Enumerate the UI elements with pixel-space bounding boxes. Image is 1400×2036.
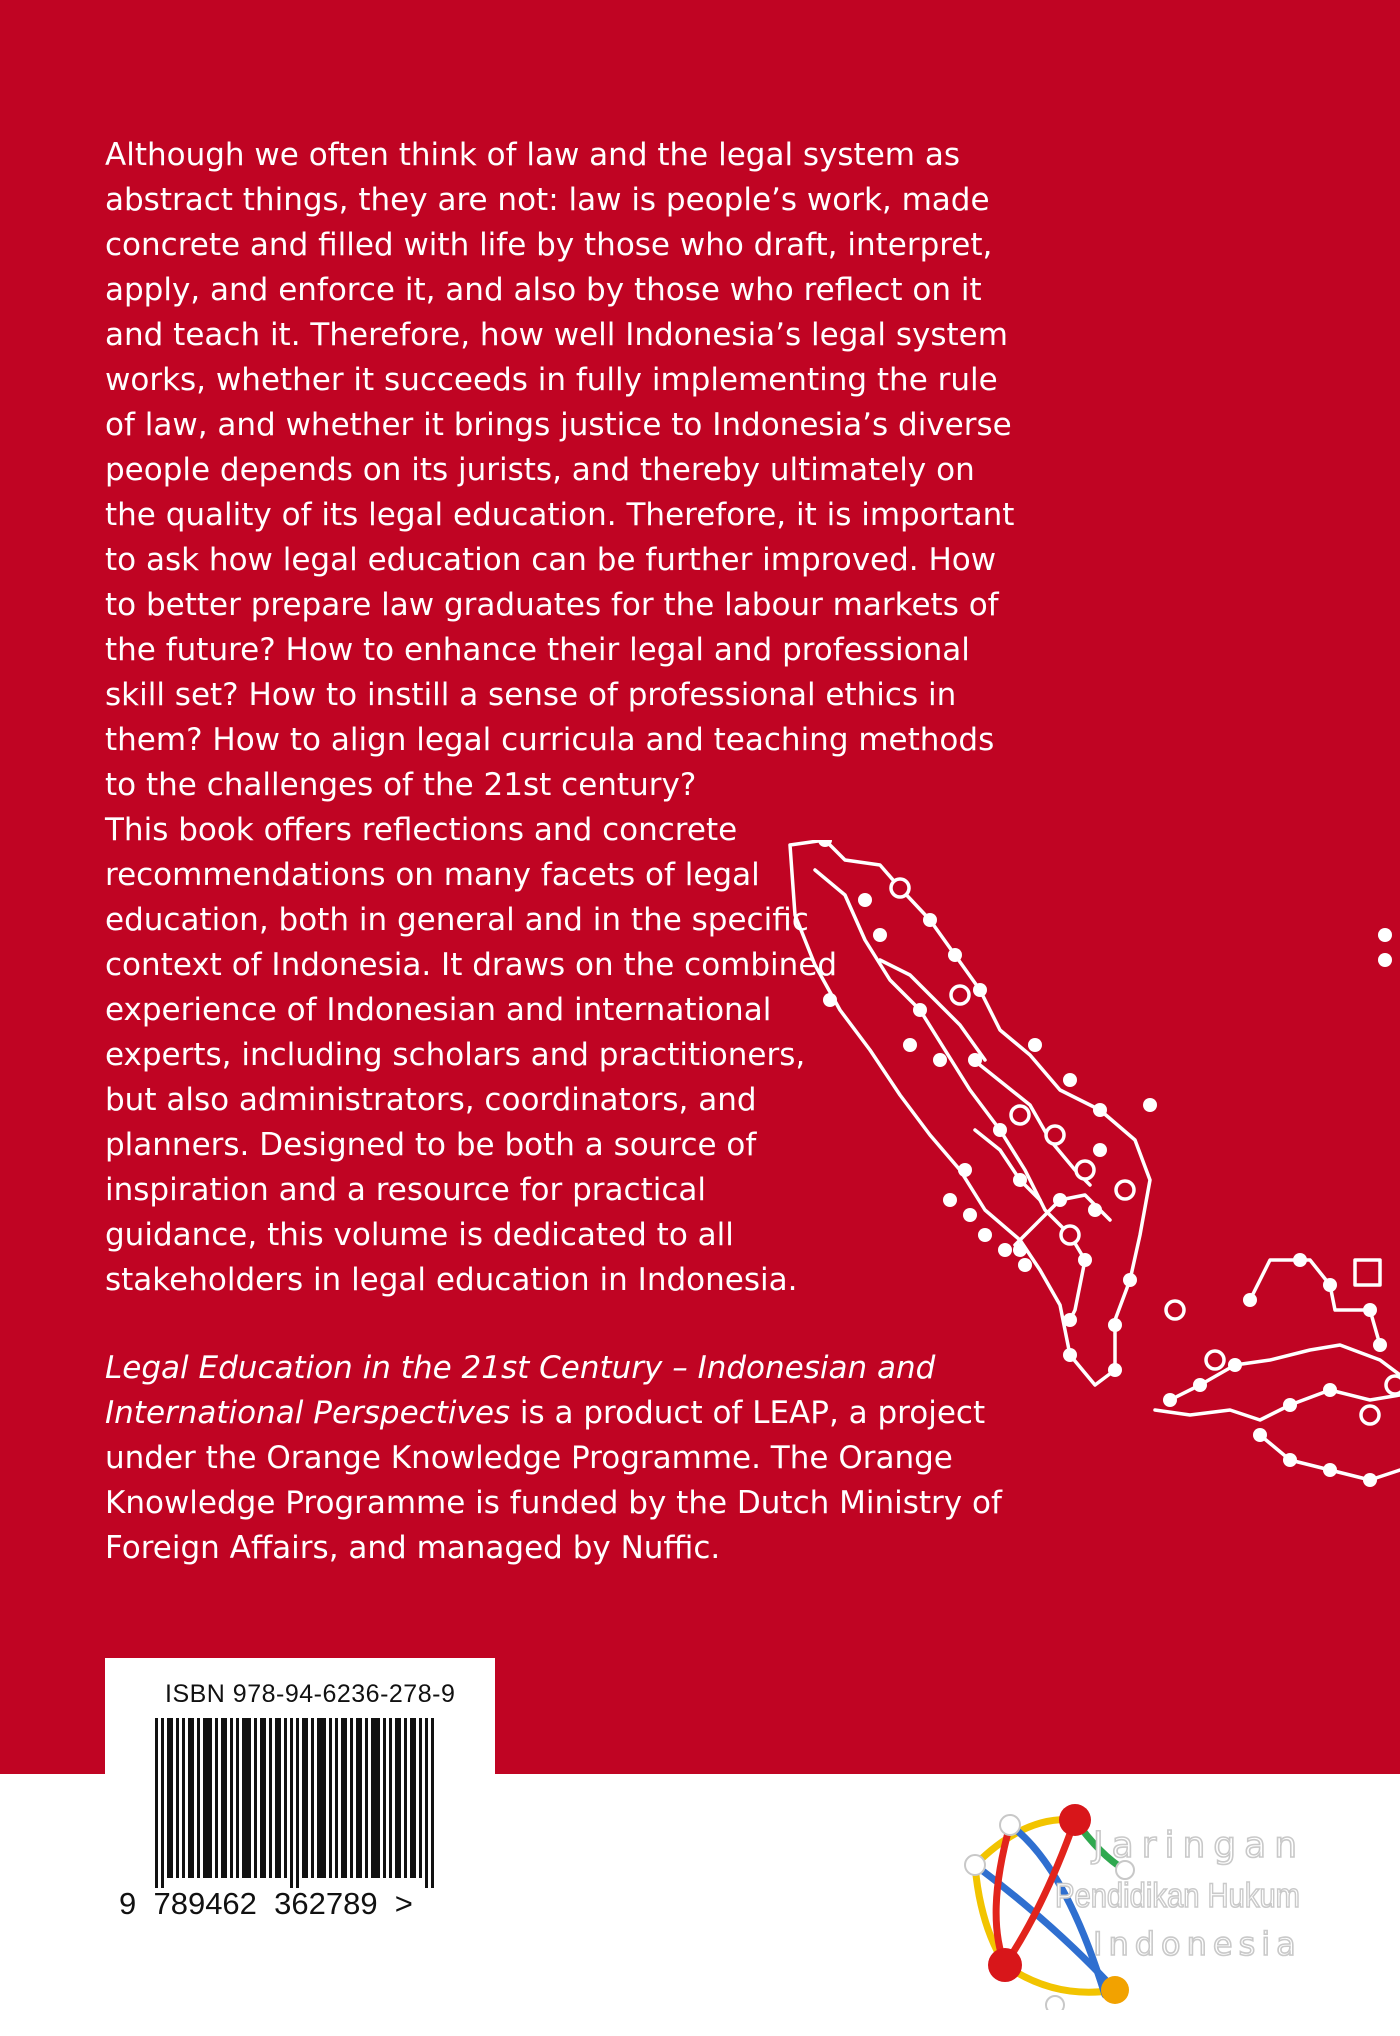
barcode-box: [105, 1658, 495, 2018]
barcode-digits: 9 789462 362789 >: [119, 1886, 413, 1921]
logo-line-3: Indonesia: [1093, 1925, 1302, 1963]
book-title-italic: Legal Education in the 21st Century – Indonesian and International Perspectives: [105, 1350, 936, 1431]
circuit-map-illustration: [770, 840, 1400, 1500]
description-paragraph-1: Although we often think of law and the legal system as abstract things, they are not: law is people’s work, made concrete and filled with life by those who draft, interpret, apply, and enforce it, and also by those who reflect on it and teach it. Therefore, how well Indonesia’s legal system works, whether it succeeds in fully implementing the rule of law, and whether it brings justice to Indonesia’s diverse people depends on its jurists, and thereby ultimately on the quality of its legal education. Therefore, it is important to ask how legal education can be further improved. How to better prepare law graduates for the labour markets of the future? How to enhance their legal and professional skill set? How to instill a sense of professional ethics in them? How to align legal curricula and teaching methods to the challenges of the 21st century?: [105, 137, 1015, 803]
logo-line-1: Jaringan: [1093, 1825, 1306, 1866]
description-paragraph-2: This book offers reflections and concrete recommendations on many facets of legal education, both in general and in the specific context of Indonesia. It draws on the combined experience of Indonesian and international experts, including scholars and practitioners, but also administrators, coordinators, and planners. Designed to be both a source of inspiration and a resource for practical guidance, this volume is dedicated to all stakeholders in legal education in Indonesia.: [105, 812, 838, 1298]
jph-logo: [955, 1795, 1315, 2010]
barcode-bars: [155, 1718, 455, 1888]
logo-line-2: Pendidikan Hukum: [1055, 1877, 1300, 1915]
paragraph-3-rest: is a product of LEAP, a project under the Orange Knowledge Programme. The Orange Knowledge Programme is funded by the Dutch Ministry of Foreign Affairs, and managed by Nuffic.: [105, 1395, 1002, 1566]
isbn-label: ISBN 978-94-6236-278-9: [165, 1680, 456, 1708]
